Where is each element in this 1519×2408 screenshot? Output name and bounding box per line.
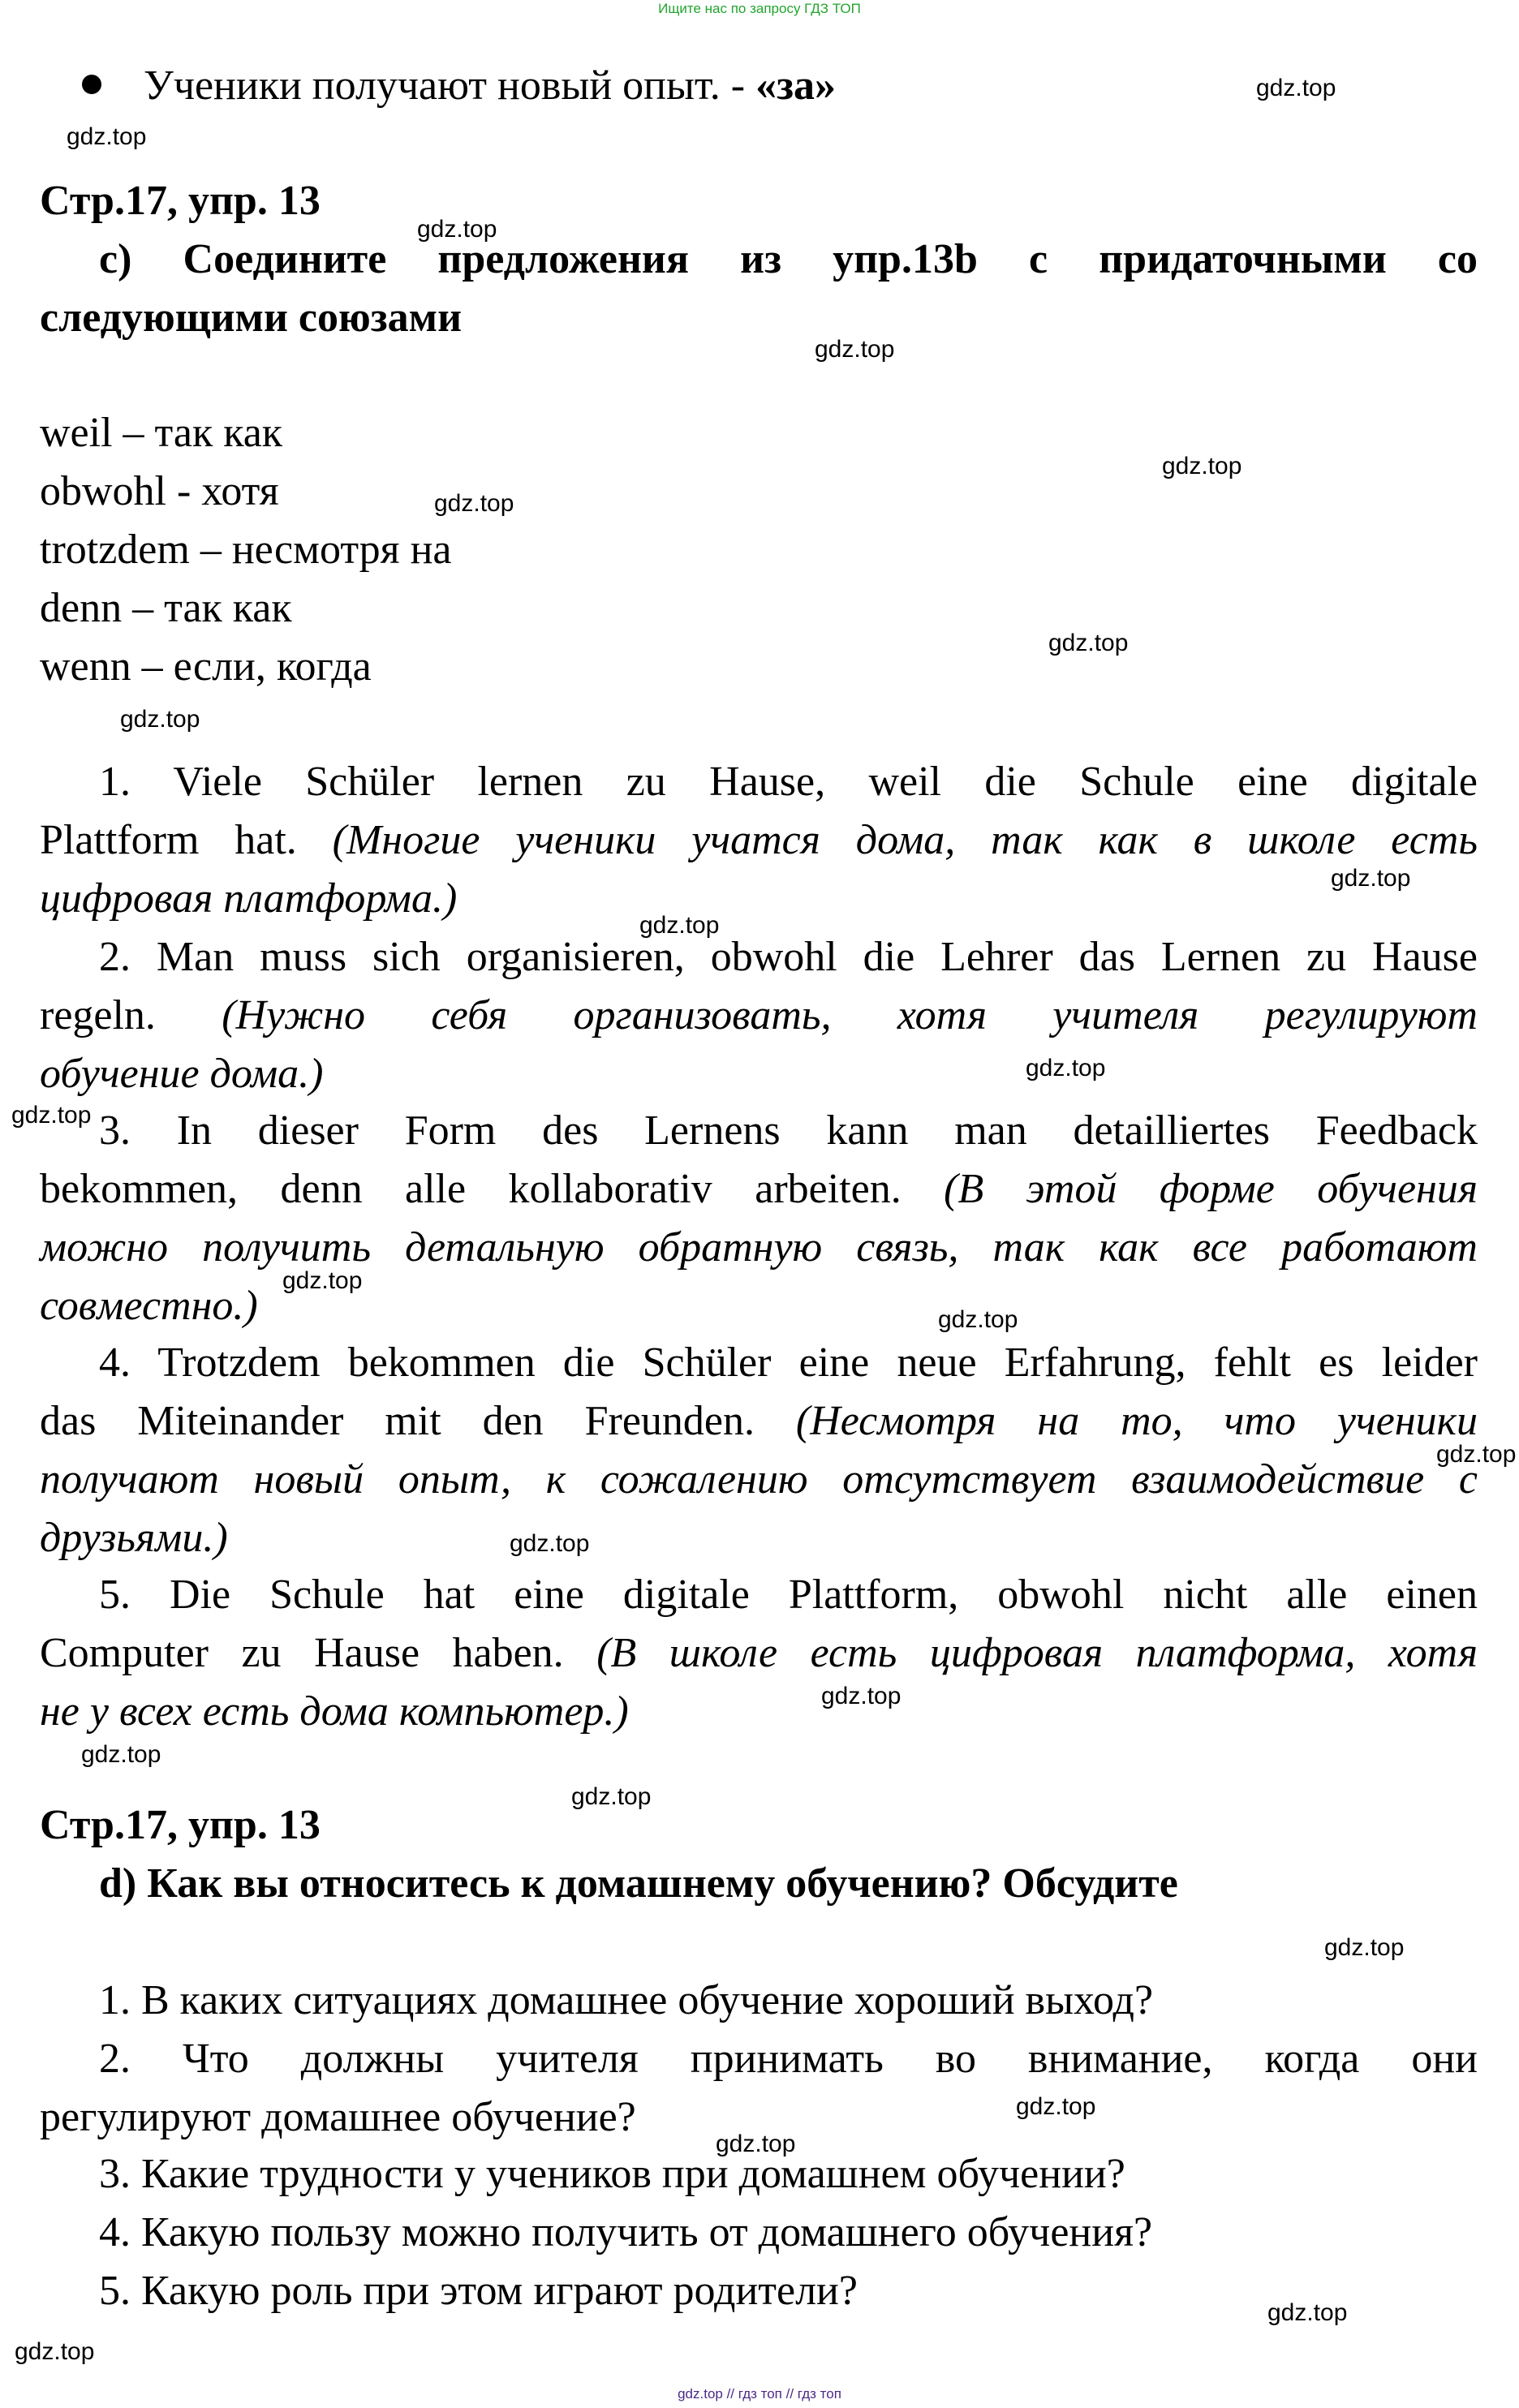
- exercise-line-translation: (Нужно себя организовать, хотя учителя регулируют: [222, 992, 1478, 1038]
- conjunction-item: wenn – если, когда: [40, 643, 372, 690]
- watermark: gdz.top: [1162, 453, 1242, 479]
- bullet-dot-icon: [82, 75, 101, 94]
- question-line: 2. Что должны учителя принимать во внимание, когда они: [99, 2036, 1478, 2082]
- bullet-emphasis: «за»: [755, 62, 836, 109]
- exercise-line-translation: друзьями.): [40, 1515, 228, 1561]
- exercise-line-german: bekommen, denn alle kollaborativ arbeiten.: [40, 1166, 945, 1212]
- exercise-line: [99, 928, 1478, 987]
- exercise-line: [40, 1045, 1478, 1103]
- watermark: gdz.top: [11, 1102, 92, 1129]
- exercise-line: [40, 1624, 1478, 1683]
- question-line: 5. Какую роль при этом играют родители?: [99, 2268, 858, 2314]
- exercise-line: [40, 870, 1478, 928]
- watermark: gdz.top: [821, 1683, 902, 1709]
- exercise-line: [40, 1509, 1478, 1567]
- conjunction-item: obwohl - хотя: [40, 468, 279, 514]
- question-line: 4. Какую пользу можно получить от домашнего обучения?: [99, 2209, 1153, 2255]
- exercise-line-german: Computer zu Hause haben.: [40, 1630, 597, 1676]
- exercise-line: [40, 1277, 1478, 1335]
- exercise-line: [99, 1102, 1478, 1160]
- exercise-line-translation: не у всех есть дома компьютер.): [40, 1688, 629, 1735]
- exercise-line-translation: (В школе есть цифровая платформа, хотя: [596, 1630, 1478, 1676]
- exercise-line-translation: (Несмотря на то, что ученики: [795, 1398, 1478, 1444]
- exercise-line-german: 5. Die Schule hat eine digitale Plattform, obwohl nicht alle einen: [99, 1572, 1478, 1618]
- exercise-line: [40, 1160, 1478, 1219]
- watermark: gdz.top: [938, 1306, 1018, 1333]
- watermark: gdz.top: [120, 706, 200, 733]
- watermark: gdz.top: [1267, 2299, 1348, 2326]
- watermark: gdz.top: [1026, 1055, 1106, 1081]
- watermark: gdz.top: [639, 912, 720, 939]
- exercise-line: [40, 1392, 1478, 1451]
- footer-links[interactable]: gdz.top // гдз топ // гдз топ: [678, 2386, 841, 2402]
- section1-task-line2: следующими союзами: [40, 295, 463, 341]
- section1-task-line1: c) Соедините предложения из упр.13b с придаточными со: [99, 236, 1478, 282]
- watermark: gdz.top: [67, 123, 147, 150]
- question-line: 3. Какие трудности у учеников при домашнем обучении?: [99, 2151, 1125, 2197]
- exercise-line-translation: обучение дома.): [40, 1051, 324, 1097]
- watermark: gdz.top: [282, 1267, 363, 1294]
- exercise-line-translation: цифровая платформа.): [40, 875, 458, 922]
- watermark: gdz.top: [81, 1741, 161, 1768]
- watermark: gdz.top: [1016, 2093, 1096, 2120]
- exercise-line-german: regeln.: [40, 992, 222, 1038]
- exercise-line: [40, 1683, 1478, 1741]
- watermark: gdz.top: [510, 1530, 590, 1557]
- watermark: gdz.top: [1324, 1934, 1405, 1961]
- question-line: регулируют домашнее обучение?: [40, 2094, 636, 2140]
- watermark: gdz.top: [1048, 630, 1129, 656]
- exercise-line-translation: (В этой форме обучения: [944, 1166, 1478, 1212]
- exercise-line: [99, 753, 1478, 811]
- watermark: gdz.top: [15, 2338, 95, 2365]
- exercise-line-german: 4. Trotzdem bekommen die Schüler eine neue Erfahrung, fehlt es leider: [99, 1339, 1478, 1386]
- exercise-line: [99, 1334, 1478, 1392]
- watermark: gdz.top: [417, 216, 497, 243]
- exercise-line-german: 3. In dieser Form des Lernens kann man detailliertes Feedback: [99, 1107, 1478, 1154]
- exercise-line-translation: получают новый опыт, к сожалению отсутствует взаимодействие с: [40, 1456, 1478, 1503]
- exercise-line-german: das Miteinander mit den Freunden.: [40, 1398, 796, 1444]
- exercise-line: [40, 1451, 1478, 1509]
- exercise-line: [40, 987, 1478, 1045]
- exercise-line-translation: совместно.): [40, 1283, 258, 1329]
- exercise-line-german: Plattform hat.: [40, 817, 333, 863]
- section1-heading: Стр.17, упр. 13: [40, 178, 321, 224]
- exercise-line: [99, 1566, 1478, 1624]
- watermark: gdz.top: [571, 1783, 652, 1810]
- watermark: gdz.top: [815, 336, 895, 363]
- watermark: gdz.top: [716, 2131, 796, 2157]
- exercise-line: [40, 1219, 1478, 1277]
- exercise-line-german: 2. Man muss sich organisieren, obwohl die Lehrer das Lernen zu Hause: [99, 934, 1478, 980]
- exercise-line: [40, 811, 1478, 870]
- watermark: gdz.top: [1256, 75, 1336, 101]
- watermark: gdz.top: [1331, 865, 1411, 892]
- top-banner[interactable]: Ищите нас по запросу ГДЗ ТОП: [658, 1, 861, 16]
- section2-task: d) Как вы относитесь к домашнему обучению? Обсудите: [99, 1860, 1178, 1907]
- section2-heading: Стр.17, упр. 13: [40, 1802, 321, 1848]
- conjunction-item: denn – так как: [40, 585, 292, 631]
- watermark: gdz.top: [434, 490, 514, 517]
- conjunction-item: weil – так как: [40, 410, 283, 456]
- watermark: gdz.top: [1436, 1441, 1517, 1468]
- bullet-text: Ученики получают новый опыт. -: [144, 62, 756, 109]
- question-line: 1. В каких ситуациях домашнее обучение хороший выход?: [99, 1977, 1154, 2023]
- exercise-line-translation: можно получить детальную обратную связь, так как все работают: [40, 1224, 1478, 1271]
- conjunction-item: trotzdem – несмотря на: [40, 527, 452, 573]
- exercise-line-translation: (Многие ученики учатся дома, так как в школе есть: [332, 817, 1478, 863]
- exercise-line-german: 1. Viele Schüler lernen zu Hause, weil die Schule eine digitale: [99, 759, 1478, 805]
